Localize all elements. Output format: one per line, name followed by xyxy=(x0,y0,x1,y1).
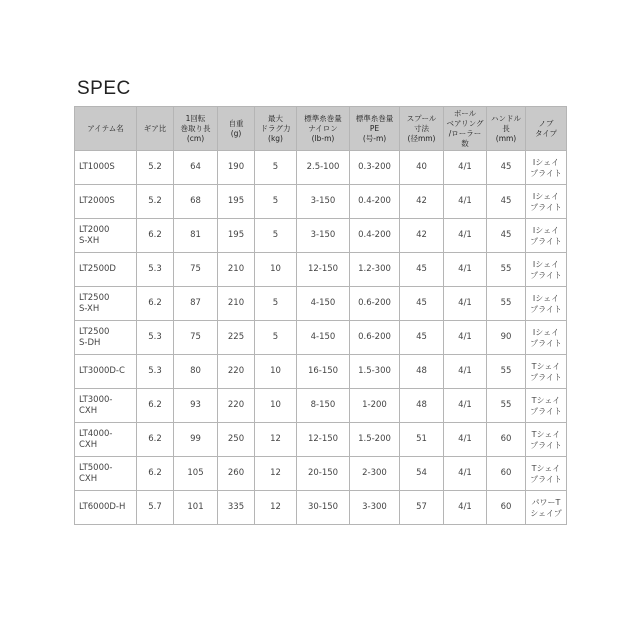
cell-handle-length: 55 xyxy=(487,389,526,423)
cell-spool-size: 57 xyxy=(400,491,444,525)
cell-retrieve-length: 68 xyxy=(174,185,218,219)
header-handle-length: ハンドル 長 (mm) xyxy=(487,107,526,151)
cell-item-name: LT2000 S-XH xyxy=(75,219,137,253)
cell-bearings: 4/1 xyxy=(444,151,487,185)
cell-max-drag: 5 xyxy=(255,151,297,185)
cell-spool-size: 48 xyxy=(400,355,444,389)
cell-pe-capacity: 1.2-300 xyxy=(350,253,400,287)
cell-handle-length: 45 xyxy=(487,219,526,253)
cell-pe-capacity: 1-200 xyxy=(350,389,400,423)
cell-weight: 210 xyxy=(218,253,255,287)
cell-retrieve-length: 64 xyxy=(174,151,218,185)
cell-gear-ratio: 6.2 xyxy=(137,423,174,457)
cell-item-name: LT2500D xyxy=(75,253,137,287)
cell-item-name: LT1000S xyxy=(75,151,137,185)
cell-weight: 210 xyxy=(218,287,255,321)
header-nylon-capacity: 標準糸巻量 ナイロン (lb-m) xyxy=(297,107,350,151)
cell-pe-capacity: 3-300 xyxy=(350,491,400,525)
cell-handle-length: 60 xyxy=(487,457,526,491)
cell-handle-length: 45 xyxy=(487,185,526,219)
cell-spool-size: 45 xyxy=(400,287,444,321)
cell-item-name: LT3000- CXH xyxy=(75,389,137,423)
cell-gear-ratio: 6.2 xyxy=(137,389,174,423)
table-row xyxy=(75,151,567,185)
cell-spool-size: 42 xyxy=(400,219,444,253)
cell-pe-capacity: 0.4-200 xyxy=(350,219,400,253)
cell-weight: 220 xyxy=(218,355,255,389)
cell-bearings: 4/1 xyxy=(444,457,487,491)
table-row xyxy=(75,253,567,287)
cell-spool-size: 48 xyxy=(400,389,444,423)
cell-handle-length: 60 xyxy=(487,491,526,525)
header-max-drag: 最大 ドラグ力 (kg) xyxy=(255,107,297,151)
cell-weight: 195 xyxy=(218,219,255,253)
table-row xyxy=(75,219,567,253)
cell-retrieve-length: 81 xyxy=(174,219,218,253)
cell-nylon-capacity: 12-150 xyxy=(297,423,350,457)
table-row xyxy=(75,491,567,525)
cell-retrieve-length: 80 xyxy=(174,355,218,389)
cell-pe-capacity: 0.3-200 xyxy=(350,151,400,185)
cell-item-name: LT5000- CXH xyxy=(75,457,137,491)
cell-weight: 220 xyxy=(218,389,255,423)
cell-nylon-capacity: 3-150 xyxy=(297,219,350,253)
cell-gear-ratio: 5.7 xyxy=(137,491,174,525)
cell-max-drag: 12 xyxy=(255,491,297,525)
cell-max-drag: 12 xyxy=(255,423,297,457)
table-row xyxy=(75,355,567,389)
cell-bearings: 4/1 xyxy=(444,321,487,355)
cell-item-name: LT2500 S-XH xyxy=(75,287,137,321)
table-header-row xyxy=(75,107,567,151)
cell-nylon-capacity: 20-150 xyxy=(297,457,350,491)
cell-item-name: LT2500 S-DH xyxy=(75,321,137,355)
cell-nylon-capacity: 30-150 xyxy=(297,491,350,525)
cell-gear-ratio: 5.2 xyxy=(137,151,174,185)
cell-handle-length: 55 xyxy=(487,355,526,389)
cell-bearings: 4/1 xyxy=(444,287,487,321)
cell-knob-type: Tシェイ プライト xyxy=(526,457,567,491)
cell-knob-type: Iシェイ プライト xyxy=(526,219,567,253)
cell-retrieve-length: 105 xyxy=(174,457,218,491)
header-item-name: アイテム名 xyxy=(75,107,137,151)
cell-bearings: 4/1 xyxy=(444,185,487,219)
header-weight: 自重 (g) xyxy=(218,107,255,151)
cell-gear-ratio: 6.2 xyxy=(137,287,174,321)
cell-pe-capacity: 2-300 xyxy=(350,457,400,491)
cell-handle-length: 60 xyxy=(487,423,526,457)
cell-spool-size: 42 xyxy=(400,185,444,219)
cell-retrieve-length: 87 xyxy=(174,287,218,321)
cell-item-name: LT6000D-H xyxy=(75,491,137,525)
cell-max-drag: 5 xyxy=(255,321,297,355)
cell-weight: 190 xyxy=(218,151,255,185)
cell-nylon-capacity: 2.5-100 xyxy=(297,151,350,185)
cell-bearings: 4/1 xyxy=(444,219,487,253)
cell-knob-type: Tシェイ プライト xyxy=(526,423,567,457)
cell-handle-length: 45 xyxy=(487,151,526,185)
cell-weight: 195 xyxy=(218,185,255,219)
cell-max-drag: 5 xyxy=(255,219,297,253)
table-row xyxy=(75,287,567,321)
cell-retrieve-length: 75 xyxy=(174,321,218,355)
cell-max-drag: 10 xyxy=(255,389,297,423)
cell-nylon-capacity: 16-150 xyxy=(297,355,350,389)
cell-spool-size: 40 xyxy=(400,151,444,185)
cell-pe-capacity: 0.6-200 xyxy=(350,321,400,355)
spec-table xyxy=(74,106,567,525)
cell-item-name: LT4000- CXH xyxy=(75,423,137,457)
header-bearings: ボール ベアリング /ローラー 数 xyxy=(444,107,487,151)
cell-nylon-capacity: 8-150 xyxy=(297,389,350,423)
table-row xyxy=(75,185,567,219)
cell-weight: 335 xyxy=(218,491,255,525)
cell-gear-ratio: 6.2 xyxy=(137,219,174,253)
cell-pe-capacity: 1.5-200 xyxy=(350,423,400,457)
cell-nylon-capacity: 4-150 xyxy=(297,321,350,355)
cell-handle-length: 90 xyxy=(487,321,526,355)
cell-gear-ratio: 5.3 xyxy=(137,253,174,287)
cell-knob-type: Tシェイ プライト xyxy=(526,389,567,423)
cell-nylon-capacity: 4-150 xyxy=(297,287,350,321)
header-knob-type: ノブ タイプ xyxy=(526,107,567,151)
header-gear-ratio: ギア比 xyxy=(137,107,174,151)
cell-item-name: LT2000S xyxy=(75,185,137,219)
header-retrieve-length: 1回転 巻取り長 (cm) xyxy=(174,107,218,151)
cell-bearings: 4/1 xyxy=(444,491,487,525)
cell-pe-capacity: 1.5-300 xyxy=(350,355,400,389)
cell-gear-ratio: 5.3 xyxy=(137,355,174,389)
cell-bearings: 4/1 xyxy=(444,253,487,287)
table-row xyxy=(75,389,567,423)
cell-retrieve-length: 101 xyxy=(174,491,218,525)
cell-retrieve-length: 75 xyxy=(174,253,218,287)
cell-knob-type: Iシェイ プライト xyxy=(526,185,567,219)
cell-knob-type: Iシェイ プライト xyxy=(526,151,567,185)
table-row xyxy=(75,321,567,355)
cell-pe-capacity: 0.6-200 xyxy=(350,287,400,321)
cell-spool-size: 45 xyxy=(400,253,444,287)
table-row xyxy=(75,423,567,457)
cell-max-drag: 10 xyxy=(255,355,297,389)
page-title: SPEC xyxy=(77,78,131,99)
header-spool-size: スプール 寸法 (径mm) xyxy=(400,107,444,151)
cell-knob-type: Tシェイ プライト xyxy=(526,355,567,389)
cell-spool-size: 45 xyxy=(400,321,444,355)
cell-spool-size: 54 xyxy=(400,457,444,491)
cell-pe-capacity: 0.4-200 xyxy=(350,185,400,219)
cell-knob-type: Iシェイ プライト xyxy=(526,253,567,287)
cell-nylon-capacity: 12-150 xyxy=(297,253,350,287)
cell-retrieve-length: 93 xyxy=(174,389,218,423)
cell-item-name: LT3000D-C xyxy=(75,355,137,389)
cell-max-drag: 5 xyxy=(255,185,297,219)
cell-max-drag: 5 xyxy=(255,287,297,321)
cell-max-drag: 12 xyxy=(255,457,297,491)
cell-knob-type: Iシェイ プライト xyxy=(526,287,567,321)
cell-handle-length: 55 xyxy=(487,253,526,287)
cell-weight: 260 xyxy=(218,457,255,491)
cell-handle-length: 55 xyxy=(487,287,526,321)
cell-weight: 225 xyxy=(218,321,255,355)
header-pe-capacity: 標準糸巻量 PE (号-m) xyxy=(350,107,400,151)
cell-bearings: 4/1 xyxy=(444,389,487,423)
cell-knob-type: Iシェイ プライト xyxy=(526,321,567,355)
cell-max-drag: 10 xyxy=(255,253,297,287)
cell-retrieve-length: 99 xyxy=(174,423,218,457)
table-body xyxy=(75,151,567,525)
cell-spool-size: 51 xyxy=(400,423,444,457)
cell-bearings: 4/1 xyxy=(444,355,487,389)
table-row xyxy=(75,457,567,491)
cell-weight: 250 xyxy=(218,423,255,457)
cell-gear-ratio: 6.2 xyxy=(137,457,174,491)
cell-gear-ratio: 5.2 xyxy=(137,185,174,219)
cell-gear-ratio: 5.3 xyxy=(137,321,174,355)
cell-nylon-capacity: 3-150 xyxy=(297,185,350,219)
cell-knob-type: パワーT シェイプ xyxy=(526,491,567,525)
cell-bearings: 4/1 xyxy=(444,423,487,457)
